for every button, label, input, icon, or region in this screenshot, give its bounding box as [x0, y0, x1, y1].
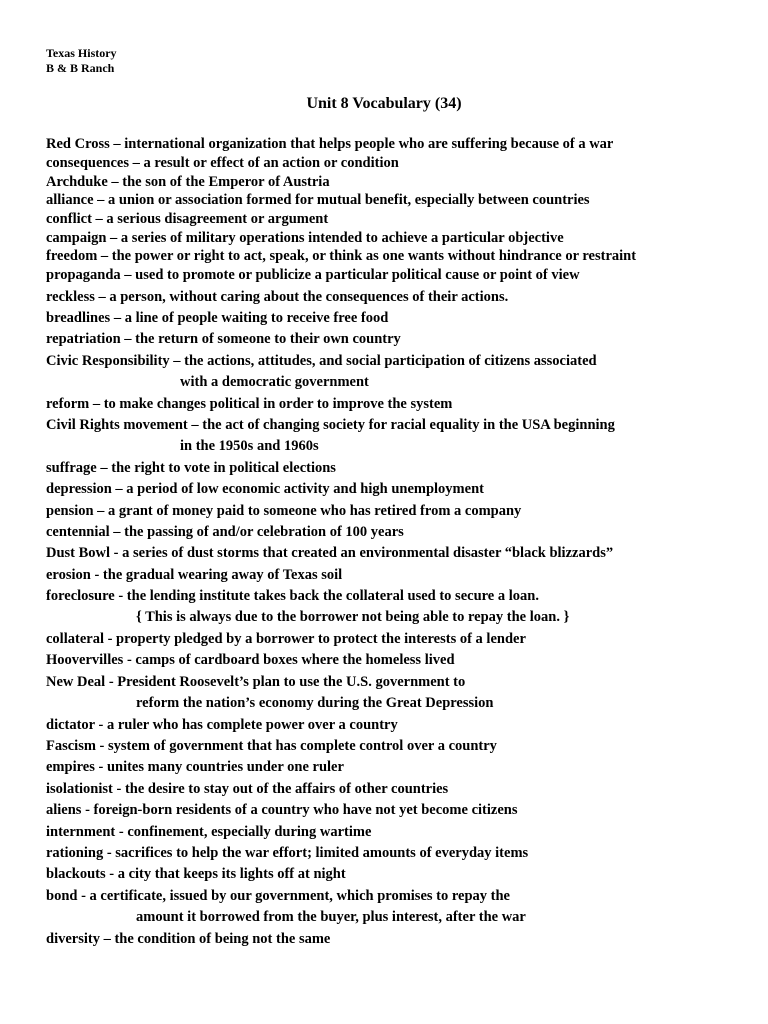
- vocabulary-entry: Archduke – the son of the Emperor of Austria: [46, 174, 330, 190]
- vocabulary-entry: aliens - foreign-born residents of a country who have not yet become citizens: [46, 802, 518, 818]
- course-name: Texas History: [46, 46, 117, 60]
- vocabulary-entry: repatriation – the return of someone to their own country: [46, 331, 401, 347]
- school-name: B & B Ranch: [46, 61, 115, 75]
- vocabulary-entry: rationing - sacrifices to help the war effort; limited amounts of everyday items: [46, 845, 529, 861]
- vocabulary-entry: consequences – a result or effect of an action or condition: [46, 155, 399, 171]
- vocabulary-continuation-line: { This is always due to the borrower not being able to repay the loan. }: [136, 609, 570, 625]
- vocabulary-entry: breadlines – a line of people waiting to receive free food: [46, 310, 389, 326]
- vocabulary-entry: Red Cross – international organization that helps people who are suffering because of a war: [46, 136, 614, 152]
- vocabulary-entry: collateral - property pledged by a borrower to protect the interests of a lender: [46, 631, 526, 647]
- vocabulary-entry: suffrage – the right to vote in political elections: [46, 460, 336, 476]
- vocabulary-continuation-line: in the 1950s and 1960s: [180, 438, 319, 454]
- vocabulary-entry: erosion - the gradual wearing away of Texas soil: [46, 567, 343, 583]
- vocabulary-entry: internment - confinement, especially during wartime: [46, 824, 372, 840]
- vocabulary-entry: Hoovervilles - camps of cardboard boxes where the homeless lived: [46, 652, 455, 668]
- vocabulary-entry: Fascism - system of government that has complete control over a country: [46, 738, 497, 754]
- vocabulary-entry: Civil Rights movement – the act of changing society for racial equality in the USA beginning: [46, 417, 615, 433]
- vocabulary-entry: campaign – a series of military operations intended to achieve a particular objective: [46, 230, 564, 246]
- vocabulary-entry: propaganda – used to promote or publicize a particular political cause or point of view: [46, 267, 580, 283]
- vocabulary-entry: centennial – the passing of and/or celebration of 100 years: [46, 524, 404, 540]
- document-header: [46, 46, 117, 76]
- vocabulary-entry: dictator - a ruler who has complete power over a country: [46, 717, 398, 733]
- vocabulary-entry: New Deal - President Roosevelt’s plan to use the U.S. government to: [46, 674, 466, 690]
- vocabulary-entry: empires - unites many countries under one ruler: [46, 759, 344, 775]
- vocabulary-entry: foreclosure - the lending institute takes back the collateral used to secure a loan.: [46, 588, 539, 604]
- vocabulary-continuation-line: amount it borrowed from the buyer, plus interest, after the war: [136, 909, 526, 925]
- vocabulary-entry: freedom – the power or right to act, speak, or think as one wants without hindrance or restraint: [46, 248, 637, 264]
- vocabulary-entry: diversity – the condition of being not the same: [46, 931, 331, 947]
- page-title: Unit 8 Vocabulary (34): [306, 95, 462, 112]
- vocabulary-entry: reckless – a person, without caring about the consequences of their actions.: [46, 289, 509, 305]
- vocabulary-entry: alliance – a union or association formed for mutual benefit, especially between countries: [46, 192, 590, 208]
- vocabulary-entry: isolationist - the desire to stay out of the affairs of other countries: [46, 781, 449, 797]
- vocabulary-entry: blackouts - a city that keeps its lights off at night: [46, 866, 346, 882]
- vocabulary-entry: Dust Bowl - a series of dust storms that created an environmental disaster “black blizzards”: [46, 545, 614, 561]
- vocabulary-continuation-line: reform the nation’s economy during the Great Depression: [136, 695, 494, 711]
- vocabulary-entry: bond - a certificate, issued by our government, which promises to repay the: [46, 888, 510, 904]
- vocabulary-entry: pension – a grant of money paid to someone who has retired from a company: [46, 503, 522, 519]
- vocabulary-entry: reform – to make changes political in order to improve the system: [46, 396, 453, 412]
- vocabulary-entry: Civic Responsibility – the actions, attitudes, and social participation of citizens associated: [46, 353, 597, 369]
- vocabulary-continuation-line: with a democratic government: [180, 374, 369, 390]
- vocabulary-entry: conflict – a serious disagreement or argument: [46, 211, 329, 227]
- vocabulary-entry: depression – a period of low economic activity and high unemployment: [46, 481, 484, 497]
